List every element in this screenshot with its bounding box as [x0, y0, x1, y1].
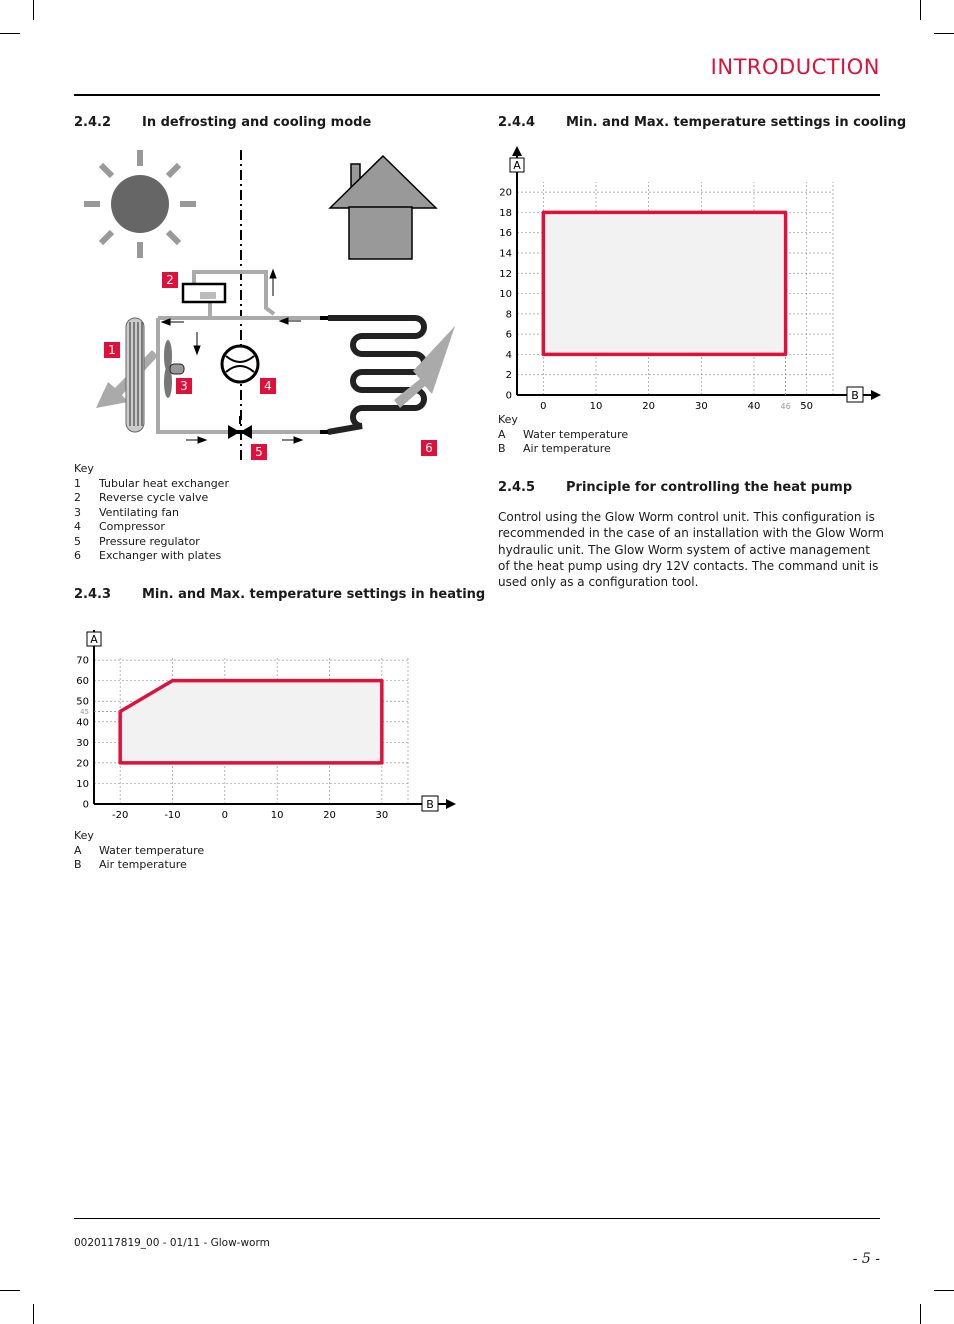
key-row	[74, 477, 229, 492]
cooling-chart-key	[498, 413, 628, 457]
heating-chart-key	[74, 829, 204, 873]
section-heading: Min. and Max. temperature settings in cooling	[566, 115, 907, 130]
x-tick-label: 20	[642, 401, 656, 412]
key-id: 5	[74, 534, 81, 548]
key-row	[498, 442, 628, 457]
key-row	[74, 535, 229, 550]
page-header-title: INTRODUCTION	[710, 55, 880, 79]
section-number: 2.4.5	[498, 480, 536, 495]
key-value: Pressure regulator	[99, 534, 200, 548]
section-title-2-4-5	[498, 480, 852, 495]
key-id: 1	[74, 476, 81, 490]
crop-mark	[934, 33, 954, 34]
key-value: Water temperature	[99, 843, 205, 857]
y-tick-label: 70	[76, 655, 89, 667]
y-axis-label: A	[90, 633, 98, 646]
section-number: 2.4.2	[74, 115, 112, 130]
key-id: 6	[74, 549, 81, 562]
plate-exchanger-coil	[328, 318, 424, 432]
heating-range-chart	[70, 630, 470, 826]
key-value: Tubular heat exchanger	[99, 476, 229, 490]
key-value: Air temperature	[523, 442, 611, 455]
y-tick-label: 18	[499, 207, 512, 219]
crop-mark	[920, 1304, 921, 1324]
key-row	[74, 491, 229, 506]
key-id: 2	[74, 491, 81, 504]
callout-5	[251, 444, 267, 460]
header-rule	[74, 94, 880, 96]
y-axis-arrow	[512, 146, 522, 156]
y-tick-label: 0	[82, 799, 89, 811]
key-value: Water temperature	[523, 427, 629, 441]
y-tick-label: 12	[499, 268, 512, 280]
section-heading: In defrosting and cooling mode	[142, 115, 372, 130]
key-title: Key	[74, 462, 94, 475]
section-title-2-4-3	[74, 587, 485, 602]
key-value: Reverse cycle valve	[99, 491, 209, 504]
y-tick-label: 2	[505, 370, 512, 382]
y-tick-label: 10	[499, 289, 512, 301]
callout-4	[260, 378, 276, 394]
document-code: 0020117819_00 - 01/11 - Glow-worm	[74, 1237, 270, 1249]
callout-2	[162, 272, 178, 288]
crop-mark	[0, 1290, 20, 1291]
x-tick-label: 40	[747, 401, 761, 412]
key-title: Key	[498, 413, 518, 426]
cooling-range-chart	[494, 144, 884, 414]
house-icon	[330, 156, 436, 259]
x-tick-label: 0	[221, 810, 229, 821]
compressor-icon	[222, 346, 258, 382]
y-tick-label: 50	[76, 696, 89, 708]
callout-1	[104, 342, 120, 358]
key-row	[74, 506, 229, 521]
key-id: A	[74, 843, 82, 857]
y-tick-label: 0	[505, 390, 512, 402]
x-axis-label: B	[851, 389, 859, 402]
y-tick-label: 4	[505, 349, 512, 361]
y-tick-label: 60	[76, 676, 89, 688]
y-axis-label: A	[513, 159, 521, 172]
callout-6	[421, 440, 437, 456]
operating-range-area	[120, 681, 382, 763]
y-tick-label: 20	[76, 758, 89, 770]
y-tick-label: 10	[76, 778, 89, 790]
x-axis-arrow	[871, 390, 881, 400]
svg-text:5: 5	[255, 445, 263, 459]
svg-text:1: 1	[108, 343, 116, 357]
key-title: Key	[74, 829, 94, 842]
key-row	[74, 858, 204, 873]
y-tick-label: 8	[505, 309, 512, 321]
section-number: 2.4.4	[498, 115, 536, 130]
operating-range-area	[543, 212, 785, 354]
callout-3	[176, 378, 192, 394]
x-tick-label: -10	[164, 810, 181, 821]
diagram-key	[74, 462, 229, 564]
crop-mark	[934, 1290, 954, 1291]
y-tick-label: 40	[76, 717, 89, 729]
section-paragraph: Control using the Glow Worm control unit. This configuration is recommended in the case of an installation with the Glow Worm hydraulic unit. The Glow Worm system of active management of the heat pump using dry 12V contacts. The command unit is used only as a configuration tool.	[498, 510, 884, 590]
x-tick-label: 20	[323, 810, 336, 821]
section-heading: Min. and Max. temperature settings in heating	[142, 587, 486, 602]
key-row	[74, 549, 229, 564]
footer-rule	[74, 1218, 880, 1219]
key-value: Exchanger with plates	[99, 549, 222, 562]
key-value: Air temperature	[99, 858, 187, 871]
key-value: Compressor	[99, 520, 165, 533]
svg-text:6: 6	[425, 441, 433, 455]
y-tick-label: 30	[76, 737, 89, 749]
key-value: Ventilating fan	[99, 505, 179, 519]
key-id: 3	[74, 505, 81, 519]
section-heading: Principle for controlling the heat pump	[566, 480, 853, 495]
y-tick-label: 6	[505, 329, 512, 341]
y-tick-label: 16	[499, 228, 512, 240]
marker-label: 45	[80, 708, 89, 716]
x-axis-label: B	[426, 798, 434, 811]
section-title-2-4-2	[74, 115, 371, 130]
svg-text:4: 4	[264, 379, 272, 393]
x-tick-label: 30	[694, 401, 708, 412]
svg-text:2: 2	[166, 273, 174, 287]
section-title-2-4-4	[498, 115, 906, 130]
heat-pump-diagram	[80, 146, 460, 466]
reverse-valve-icon	[183, 284, 225, 302]
y-tick-label: 14	[499, 248, 512, 260]
y-tick-label: 20	[499, 187, 512, 199]
key-id: 4	[74, 520, 81, 533]
crop-mark	[33, 1304, 34, 1324]
x-tick-label: 50	[800, 401, 814, 412]
x-tick-label: 10	[270, 810, 284, 821]
key-id: A	[498, 427, 506, 441]
section-number: 2.4.3	[74, 587, 112, 602]
sun-icon	[84, 150, 196, 258]
key-row	[74, 520, 229, 535]
x-tick-label: 0	[540, 401, 547, 412]
crop-mark	[0, 33, 20, 34]
key-id: B	[498, 442, 506, 455]
x-axis-arrow	[446, 799, 456, 809]
page-number: - 5 -	[852, 1251, 880, 1267]
crop-mark	[920, 0, 921, 20]
x-tick-label: 10	[589, 401, 603, 412]
key-row	[74, 844, 204, 859]
marker-label: 46	[780, 402, 791, 411]
tubular-exchanger	[126, 318, 144, 432]
svg-text:3: 3	[180, 379, 188, 393]
x-tick-label: -20	[111, 810, 129, 821]
x-tick-label: 30	[375, 810, 389, 821]
key-row	[498, 428, 628, 443]
key-id: B	[74, 858, 82, 871]
crop-mark	[33, 0, 34, 20]
